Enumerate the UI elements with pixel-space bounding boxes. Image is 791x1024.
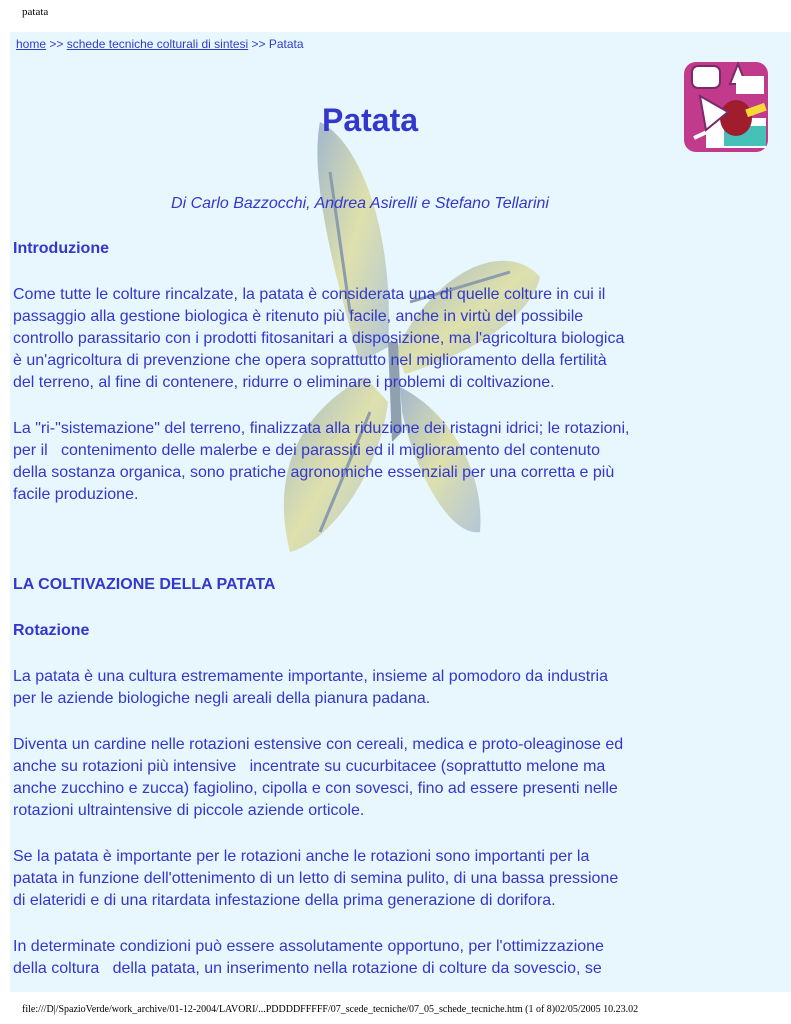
text-line: La "ri-"sistemazione" del terreno, finalizzata alla riduzione dei ristagni idrici; le rotazioni, (13, 420, 630, 437)
text-line: facile produzione. (13, 486, 139, 503)
rotation-paragraph-3 (13, 846, 713, 912)
text-line: passaggio alla gestione biologica è ritenuto più facile, anche in virtù del possibile (13, 308, 584, 325)
intro-heading: Introduzione (13, 240, 109, 257)
text-line: di elateridi e di una ritardata infestazione della prima generazione di dorifora. (13, 892, 556, 909)
breadcrumb-separator: >> (49, 37, 64, 51)
text-line: anche su rotazioni più intensive incentrate su cucurbitacee (soprattutto melone ma (13, 758, 606, 775)
text-line: Se la patata è importante per le rotazioni anche le rotazioni sono importanti per la (13, 848, 590, 865)
rotation-paragraph-1 (13, 666, 713, 710)
page-title: Patata (321, 102, 419, 138)
breadcrumb (16, 37, 304, 51)
print-header-title: patata (22, 6, 49, 18)
text-line: In determinate condizioni può essere assolutamente opportuno, per l'ottimizzazione (13, 938, 604, 955)
rotation-heading: Rotazione (13, 622, 90, 639)
text-line: anche zucchino e zucca) fagiolino, cipolla e con sovesci, fino ad essere presenti nelle (13, 780, 618, 797)
text-line: controllo parassitario con i prodotti fitosanitari a disposizione, ma l'agricoltura biologica (13, 330, 625, 347)
text-line: del terreno, al fine di contenere, ridurre o eliminare i problemi di coltivazione. (13, 374, 555, 391)
text-line: patata in funzione dell'ottenimento di un letto di semina pulito, di una bassa pressione (13, 870, 619, 887)
intro-paragraph-2 (13, 418, 713, 506)
print-footer-path: file:///D|/SpazioVerde/work_archive/01-12-2004/LAVORI/...PDDDDFFFFF/07_scede_tecniche/07_05_schede_tecniche.htm (1 of 8)02/05/2005 10.23.02 (22, 1004, 639, 1015)
text-line: della coltura della patata, un inserimento nella rotazione di colture da sovescio, se (13, 960, 602, 977)
rotation-paragraph-2 (13, 734, 713, 822)
rotation-paragraph-4 (13, 936, 713, 980)
breadcrumb-home-link[interactable]: home (16, 37, 47, 51)
text-line: della sostanza organica, sono pratiche agronomiche essenziali per una corretta e più (13, 464, 615, 481)
intro-paragraph-1 (13, 284, 713, 394)
text-line: La patata è una cultura estremamente importante, insieme al pomodoro da industria (13, 668, 609, 685)
breadcrumb-current: Patata (268, 37, 304, 51)
text-line: rotazioni ultraintensive di piccole aziende orticole. (13, 802, 365, 819)
text-line: è un'agricoltura di prevenzione che opera soprattutto nel miglioramento della fertilità (13, 352, 607, 369)
breadcrumb-separator: >> (251, 37, 266, 51)
text-line: Come tutte le colture rincalzate, la patata è considerata una di quelle colture in cui il (13, 286, 606, 303)
cultivation-heading: LA COLTIVAZIONE DELLA PATATA (13, 576, 276, 593)
article-body (13, 238, 713, 980)
text-line: per le aziende biologiche negli areali della pianura padana. (13, 690, 431, 707)
page-content-area (10, 32, 791, 992)
authors-line: Di Carlo Bazzocchi, Andrea Asirelli e Stefano Tellarini (171, 195, 549, 212)
text-line: Diventa un cardine nelle rotazioni estensive con cereali, medica e proto-oleaginose ed (13, 736, 624, 753)
text-line: per il contenimento delle malerbe e dei parassiti ed il miglioramento del contenuto (13, 442, 600, 459)
breadcrumb-section-link[interactable]: schede tecniche colturali di sintesi (66, 37, 249, 51)
